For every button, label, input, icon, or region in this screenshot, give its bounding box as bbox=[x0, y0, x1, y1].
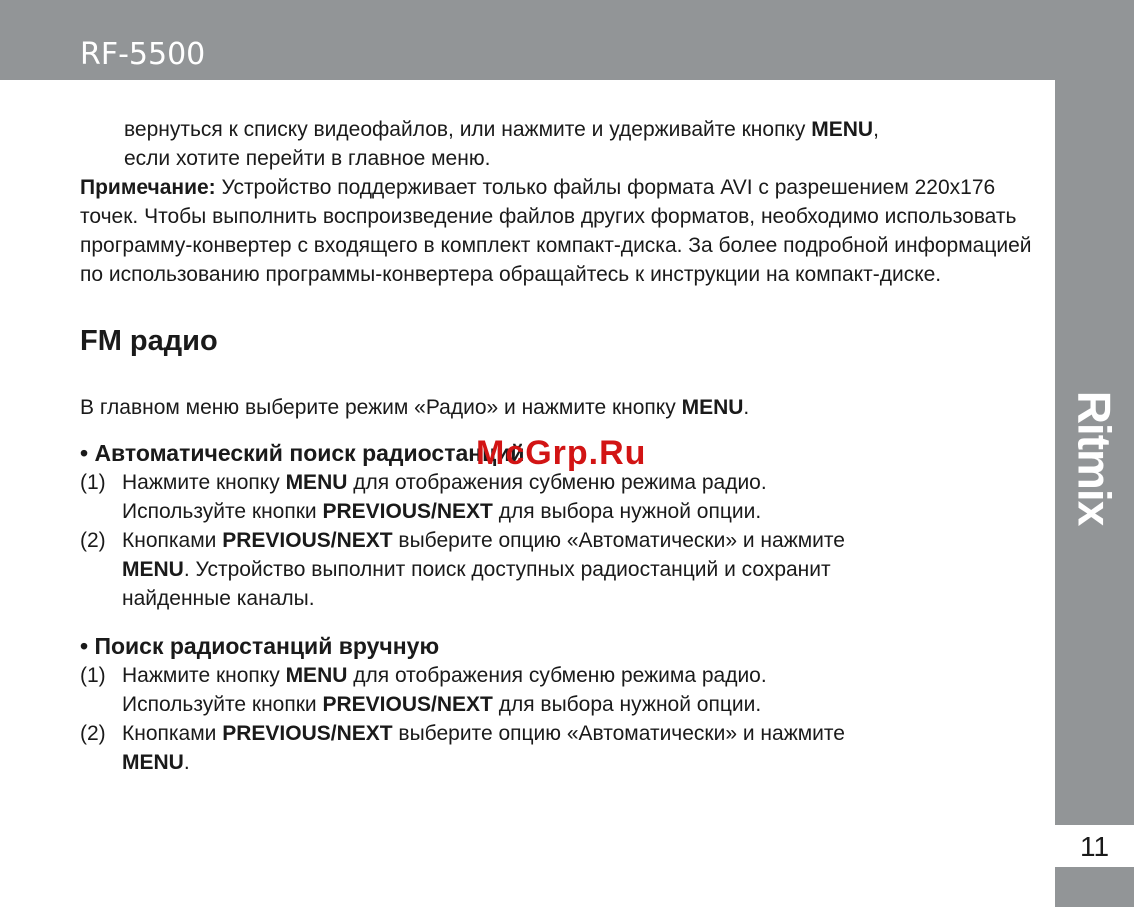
text: . bbox=[183, 751, 190, 774]
intro-line-2: если хотите перейти в главное меню. bbox=[124, 147, 491, 170]
list-item bbox=[80, 468, 1040, 526]
text-line bbox=[122, 748, 1040, 777]
text: Используйте кнопки bbox=[122, 500, 323, 523]
text: Нажмите кнопку bbox=[122, 664, 286, 687]
text: Нажмите кнопку bbox=[122, 471, 286, 494]
text-bold: MENU bbox=[285, 664, 348, 687]
text-bold: PREVIOUS/NEXT bbox=[222, 722, 393, 745]
text-line bbox=[122, 468, 1040, 497]
text: вернуться к списку видеофайлов, или нажмите и удерживайте кнопку bbox=[124, 118, 812, 141]
list-item bbox=[80, 526, 1040, 613]
text-line bbox=[122, 497, 1040, 526]
text: , bbox=[873, 118, 879, 141]
section-title: FM радио bbox=[80, 325, 218, 357]
text: Кнопками bbox=[122, 722, 223, 745]
note-paragraph bbox=[80, 173, 1040, 289]
page-number: 11 bbox=[1079, 831, 1110, 862]
note-text: Устройство поддерживает только файлы формата AVI с разрешением 220x176 точек. Чтобы выполнить воспроизведение файлов других форматов, необходимо использовать программу-конвертер с входящего в комплект компакт-диска. За более подробной информацией по использованию программы-конвертера обращайтесь к инструкции на компакт-диске. bbox=[80, 176, 1032, 286]
watermark: McGrp.Ru bbox=[476, 434, 647, 472]
text: выберите опцию «Автоматически» и нажмите bbox=[392, 529, 845, 552]
text-bold: MENU bbox=[122, 751, 184, 774]
list-text bbox=[122, 661, 1040, 719]
text-bold: MENU bbox=[122, 558, 184, 581]
side-band-bottom bbox=[1055, 867, 1134, 907]
text: для отображения субменю режима радио. bbox=[347, 471, 767, 494]
text-bold: PREVIOUS/NEXT bbox=[222, 529, 393, 552]
list-text bbox=[122, 719, 1040, 777]
text: Используйте кнопки bbox=[122, 693, 323, 716]
list-text bbox=[122, 526, 1040, 613]
text-bold: PREVIOUS/NEXT bbox=[322, 693, 493, 716]
text-bold: MENU bbox=[681, 396, 744, 419]
note-label: Примечание: bbox=[80, 176, 216, 199]
brand-logo bbox=[1055, 378, 1134, 538]
text: В главном меню выберите режим «Радио» и нажмите кнопку bbox=[80, 396, 682, 419]
auto-search-heading: • Автоматический поиск радиостанций bbox=[80, 440, 525, 466]
list-text bbox=[122, 468, 1040, 526]
text-line bbox=[122, 661, 1040, 690]
list-number: (2) bbox=[80, 529, 106, 552]
text-line bbox=[122, 719, 1040, 748]
text-bold: PREVIOUS/NEXT bbox=[322, 500, 493, 523]
text: . Устройство выполнит поиск доступных радиостанций и сохранит bbox=[183, 558, 831, 581]
text: Кнопками bbox=[122, 529, 223, 552]
brand-logo-text: Ritmix bbox=[1068, 390, 1121, 526]
list-number: (1) bbox=[80, 664, 106, 687]
list-item bbox=[80, 661, 1040, 719]
text: . bbox=[743, 396, 750, 419]
intro-line-1 bbox=[80, 115, 1040, 144]
text: для выбора нужной опции. bbox=[492, 693, 762, 716]
manual-search-heading: • Поиск радиостанций вручную bbox=[80, 633, 440, 659]
text: для выбора нужной опции. bbox=[492, 500, 762, 523]
list-item bbox=[80, 719, 1040, 777]
text-line: найденные каналы. bbox=[122, 587, 315, 610]
section-intro bbox=[80, 393, 1040, 422]
text: выберите опцию «Автоматически» и нажмите bbox=[392, 722, 845, 745]
text-bold: MENU bbox=[285, 471, 348, 494]
list-number: (1) bbox=[80, 471, 106, 494]
text-bold: MENU bbox=[811, 118, 874, 141]
text: для отображения субменю режима радио. bbox=[347, 664, 767, 687]
text-line bbox=[122, 690, 1040, 719]
text-line bbox=[122, 526, 1040, 555]
list-number: (2) bbox=[80, 722, 106, 745]
text-line bbox=[122, 555, 1040, 584]
model-title: RF-5500 bbox=[80, 37, 206, 72]
